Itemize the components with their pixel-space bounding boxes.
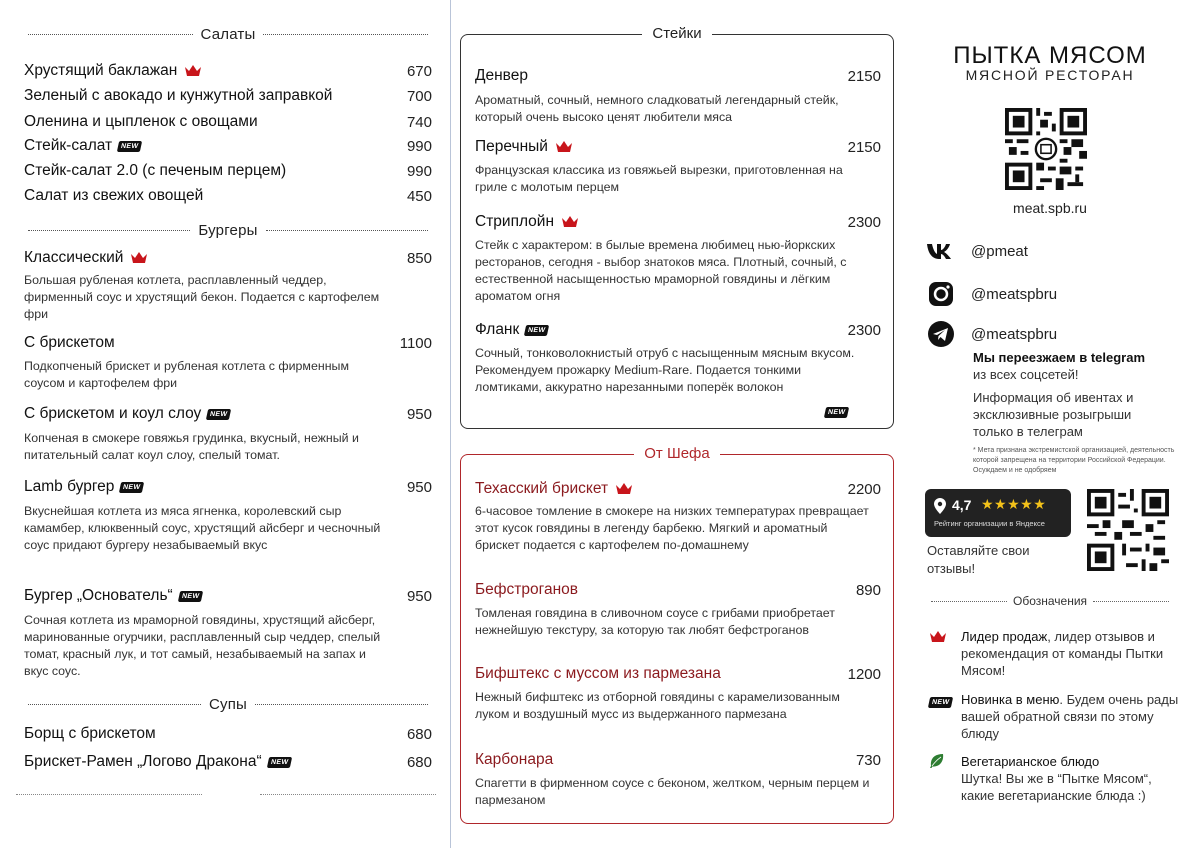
item-price: 2200 xyxy=(847,480,881,498)
item-description: Томленая говядина в сливочном соусе с грибами приобретает нежнейшую текстуру, за которую так любят бефстроганов xyxy=(475,606,835,637)
crown-icon xyxy=(184,64,202,78)
rating-caption: Рейтинг организации в Яндексе xyxy=(934,519,1045,528)
instagram-handle: @meatspbru xyxy=(971,285,1058,303)
item-name: Классический xyxy=(24,249,124,266)
telegram-info: Информация об ивентах и эксклюзивные розыгрыши только в телеграм xyxy=(973,390,1134,439)
soups-heading: Супы xyxy=(20,694,436,714)
item-description: Ароматный, сочный, немного сладковатый легендарный стейк, который очень высоко ценят любители мяса xyxy=(475,93,839,124)
item-name: Брискет-Рамен „Логово Дракона“ xyxy=(24,753,262,770)
menu-item xyxy=(24,587,432,605)
new-badge-icon: NEW xyxy=(266,757,292,768)
rating-value: 4,7 xyxy=(952,497,972,513)
menu-item xyxy=(475,665,881,683)
menu-item xyxy=(24,753,432,771)
menu-item xyxy=(475,67,881,85)
menu-item xyxy=(475,138,881,156)
item-name: Перечный xyxy=(475,138,548,155)
item-price: 1100 xyxy=(399,334,432,352)
item-name: Бефстроганов xyxy=(475,581,578,598)
brand-subtitle: МЯСНОЙ РЕСТОРАН xyxy=(965,67,1135,83)
item-price: 680 xyxy=(406,753,432,771)
item-price: 730 xyxy=(855,751,881,769)
brand-name: ПЫТКА МЯСОМ xyxy=(953,42,1147,69)
item-price: 2150 xyxy=(847,138,881,156)
new-badge-icon: NEW xyxy=(117,141,143,152)
crown-icon xyxy=(130,251,148,265)
menu-item xyxy=(24,137,432,155)
steaks-box xyxy=(460,25,894,429)
menu-item xyxy=(24,187,432,205)
item-description: Вкуснейшая котлета из мяса ягненка, королевский сыр камамбер, клюквенный соус, хрустящий айсберг и чесночный соус придают бургеру незабываемый вкус xyxy=(24,504,381,552)
item-name: Карбонара xyxy=(475,751,554,768)
item-price: 990 xyxy=(406,137,432,155)
item-description: Большая рубленая котлета, расплавленный чеддер, фирменный соус и хрустящий бекон. Подается с картофелем фри xyxy=(24,273,380,321)
leaf-icon xyxy=(929,753,945,769)
menu-item xyxy=(24,478,432,496)
menu-item xyxy=(475,480,881,498)
legend-bestseller: Лидер продаж, лидер отзывов и рекомендация от команды Пытки Мясом! xyxy=(961,629,1164,678)
item-price: 2150 xyxy=(847,67,881,85)
item-description: Стейк с характером: в былые времена любимец нью-йоркских ресторанов, сегодня - выбор знатоков мяса. Плотный, сочный, с естественной насыщенностью мраморной говядины и лёгким ароматом огня xyxy=(475,238,847,303)
item-description: Сочный, тонковолокнистый отруб с насыщенным мясным вкусом. Рекомендуем прожарку Medium-Rare. Подается тонкими ломтиками, аккуратно нарезанными поперёк волокон xyxy=(475,346,855,394)
menu-item xyxy=(24,162,432,180)
new-badge-icon: NEW xyxy=(928,697,954,708)
new-badge-icon: NEW xyxy=(524,325,550,336)
item-name: Салат из свежих овощей xyxy=(24,187,204,204)
item-description: Французская классика из говяжьей вырезки, приготовленная на гриле с молотым перцем xyxy=(475,163,843,194)
item-name: Фланк xyxy=(475,321,520,338)
telegram-icon xyxy=(925,320,957,348)
vk-handle: @pmeat xyxy=(971,242,1028,260)
crown-icon xyxy=(929,630,947,644)
chef-heading: От Шефа xyxy=(461,445,893,463)
item-name: Бургер „Основатель“ xyxy=(24,587,173,604)
salads-heading: Салаты xyxy=(20,24,436,44)
legend-vegetarian: Вегетарианское блюдо Шутка! Вы же в “Пытке Мясом“, какие вегетарианские блюда :) xyxy=(961,754,1152,803)
menu-item xyxy=(24,334,432,352)
telegram-handle: @meatspbru xyxy=(971,325,1058,343)
menu-item xyxy=(475,751,881,769)
qr-code-icon[interactable] xyxy=(1005,108,1087,190)
menu-item xyxy=(24,62,432,80)
vk-link[interactable] xyxy=(925,237,1028,265)
item-name: Оленина и цыпленок с овощами xyxy=(24,113,258,130)
menu-item xyxy=(475,581,881,599)
legend-new: Новинка в меню. Будем очень рады вашей обратной связи по этому блюду xyxy=(961,692,1179,741)
item-price: 990 xyxy=(406,162,432,180)
item-price: 670 xyxy=(406,62,432,80)
menu-item xyxy=(24,405,432,423)
crown-icon xyxy=(555,140,573,154)
menu-item xyxy=(24,87,432,105)
item-name: С брискетом и коул слоу xyxy=(24,405,202,422)
telegram-move-note: Мы переезжаем в telegram из всех соцсетей! xyxy=(973,350,1146,382)
item-price: 950 xyxy=(406,405,432,423)
instagram-icon xyxy=(925,280,957,308)
steaks-heading: Стейки xyxy=(461,25,893,43)
fold-line xyxy=(450,0,451,848)
item-price: 890 xyxy=(855,581,881,599)
vk-icon xyxy=(925,237,957,265)
new-badge-icon: NEW xyxy=(119,482,145,493)
item-price: 2300 xyxy=(847,213,881,231)
item-description: Спагетти в фирменном соусе с беконом, желтком, черным перцем и пармезаном xyxy=(475,776,870,807)
item-name: Хрустящий баклажан xyxy=(24,62,178,79)
menu-item xyxy=(24,725,432,743)
menu-item xyxy=(475,321,881,339)
item-price: 2300 xyxy=(847,321,881,339)
item-description: Подкопченый брискет и рубленая котлета с фирменным соусом и картофелем фри xyxy=(24,359,349,390)
reviews-cta: Оставляйте свои отзывы! xyxy=(927,543,1030,576)
item-price: 680 xyxy=(406,725,432,743)
item-price: 700 xyxy=(406,87,432,105)
item-name: Техасский брискет xyxy=(475,480,609,497)
meta-disclaimer: * Мета признана экстремистской организацией, деятельность которой запрещена на территории Российской Федерации. Осуждаем и не одобряем xyxy=(973,447,1175,474)
item-price: 950 xyxy=(406,478,432,496)
item-price: 450 xyxy=(406,187,432,205)
menu-item xyxy=(24,113,432,131)
item-name: Борщ с брискетом xyxy=(24,725,156,742)
chef-box xyxy=(460,445,894,824)
item-price: 1200 xyxy=(847,665,881,683)
item-price: 850 xyxy=(406,249,432,267)
instagram-link[interactable] xyxy=(925,280,1057,308)
item-name: Lamb бургер xyxy=(24,478,115,495)
menu-item xyxy=(24,249,432,267)
item-description: Нежный бифштекс из отборной говядины с карамелизованным луком и воздушный мусс из выдержанного пармезана xyxy=(475,690,840,721)
item-name: С брискетом xyxy=(24,334,115,351)
item-name: Стейк-салат 2.0 (с печеным перцем) xyxy=(24,162,287,179)
yandex-rating-badge[interactable] xyxy=(925,489,1071,537)
divider xyxy=(260,794,436,795)
item-description: 6-часовое томление в смокере на низких температурах превращает этот кусок говядины в легенду барбекю. Мягкий и ароматный брискет подается с картофелем по-домашнему xyxy=(475,504,869,552)
telegram-link[interactable] xyxy=(925,320,1057,348)
item-price: 740 xyxy=(406,113,432,131)
crown-icon xyxy=(561,215,579,229)
item-description: Сочная котлета из мраморной говядины, хрустящий айсберг, маринованные огурчики, расплавленный сыр чеддер, спелый томат, красный лук, и тот самый, незабываемый на запах и вкус соус. xyxy=(24,613,381,678)
menu-item xyxy=(475,213,881,231)
divider xyxy=(16,794,202,795)
new-badge-icon: NEW xyxy=(206,409,232,420)
new-badge-icon: NEW xyxy=(824,407,850,418)
item-name: Зеленый с авокадо и кунжутной заправкой xyxy=(24,87,333,104)
item-name: Бифштекс с муссом из пармезана xyxy=(475,665,721,682)
new-badge-icon: NEW xyxy=(178,591,204,602)
rating-stars-icon: ★★★★★ xyxy=(981,496,1047,512)
legend-heading: Обозначения xyxy=(925,594,1175,608)
crown-icon xyxy=(615,482,633,496)
map-pin-icon xyxy=(934,498,946,514)
reviews-qr-code-icon[interactable] xyxy=(1087,489,1169,571)
item-name: Денвер xyxy=(475,67,528,84)
burgers-heading: Бургеры xyxy=(20,220,436,240)
item-name: Стриплойн xyxy=(475,213,555,230)
item-name: Стейк-салат xyxy=(24,137,113,154)
item-description: Копченая в смокере говяжья грудинка, вкусный, нежный и питательный салат коул слоу, спелый томат. xyxy=(24,431,359,462)
item-price: 950 xyxy=(406,587,432,605)
website-link[interactable]: meat.spb.ru xyxy=(1013,200,1087,216)
